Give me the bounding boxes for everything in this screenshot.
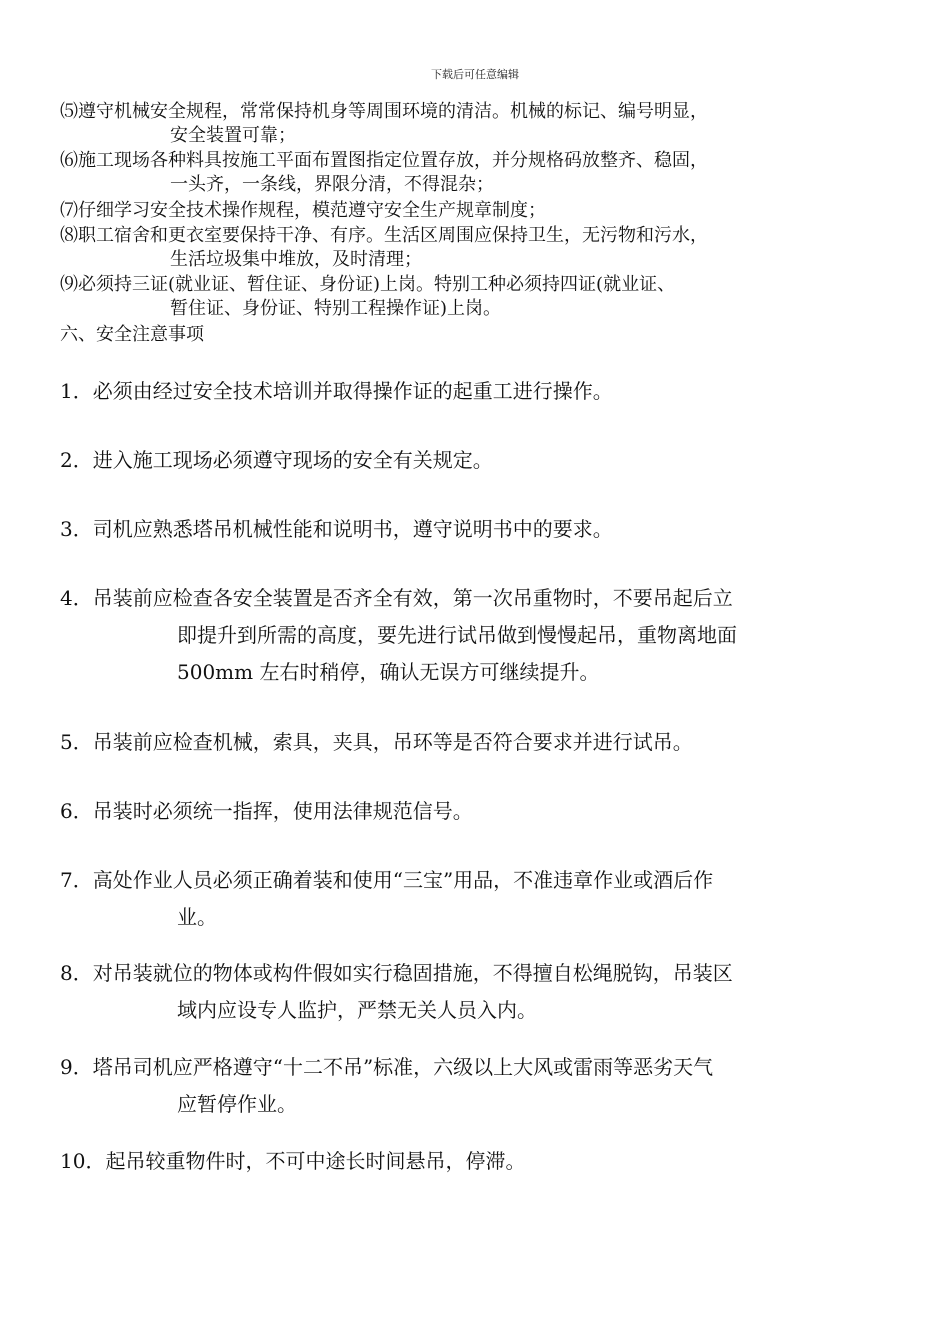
- list-item-line: ⑼必须持三证(就业证、暂住证、身份证)上岗。特别工种必须持四证(就业证、: [60, 274, 676, 295]
- list-item-line: 2．进入施工现场必须遵守现场的安全有关规定。: [60, 448, 493, 472]
- list-item-line: 即提升到所需的高度，要先进行试吊做到慢慢起吊，重物离地面: [177, 623, 737, 647]
- list-item: [60, 273, 880, 321]
- list-item: [60, 224, 880, 272]
- list-item: [60, 511, 880, 548]
- list-item-line: 10．起吊较重物件时，不可中途长时间悬吊，停滞。: [60, 1149, 526, 1173]
- list-item-line: 3．司机应熟悉塔吊机械性能和说明书，遵守说明书中的要求。: [60, 517, 613, 541]
- list-item: [60, 862, 880, 936]
- list-item-line: 安全装置可靠；: [170, 125, 296, 146]
- list-item-line: ⑻职工宿舍和更衣室要保持干净、有序。生活区周围应保持卫生，无污物和污水，: [60, 225, 708, 246]
- list-item-line: 应暂停作业。: [177, 1092, 297, 1116]
- list-item: [60, 373, 880, 410]
- list-item: [60, 442, 880, 479]
- list-item-line: 6．吊装时必须统一指挥，使用法律规范信号。: [60, 799, 473, 823]
- list-item: [60, 1049, 880, 1123]
- list-item: [60, 149, 880, 197]
- list-item: [60, 199, 880, 223]
- list-item-line: 4．吊装前应检查各安全装置是否齐全有效，第一次吊重物时，不要吊起后立: [60, 586, 733, 610]
- list-item-line: 7．高处作业人员必须正确着装和使用“三宝”用品，不准违章作业或酒后作: [60, 868, 714, 892]
- list-item: [60, 100, 880, 148]
- list-item-line: 8．对吊装就位的物体或构件假如实行稳固措施，不得擅自松绳脱钩，吊装区: [60, 961, 733, 985]
- list-item-line: 500mm 左右时稍停，确认无误方可继续提升。: [177, 660, 600, 684]
- list-item-line: ⑸遵守机械安全规程，常常保持机身等周围环境的清洁。机械的标记、编号明显，: [60, 101, 708, 122]
- list-item-line: 一头齐，一条线，界限分清，不得混杂；: [170, 174, 494, 195]
- list-item-line: 域内应设专人监护，严禁无关人员入内。: [177, 998, 537, 1022]
- list-item-line: 生活垃圾集中堆放，及时清理；: [170, 249, 422, 270]
- list-item-line: 业。: [177, 905, 217, 929]
- list-item: [60, 580, 880, 691]
- list-item: [60, 793, 880, 830]
- list-item-line: 5．吊装前应检查机械，索具，夹具，吊环等是否符合要求并进行试吊。: [60, 730, 693, 754]
- list-item-line: 暂住证、身份证、特别工程操作证)上岗。: [170, 298, 502, 319]
- list-item: [60, 955, 880, 1029]
- page-header: 下载后可任意编辑: [431, 68, 519, 81]
- section-title: 六、安全注意事项: [60, 324, 204, 345]
- list-item-line: ⑺仔细学习安全技术操作规程，模范遵守安全生产规章制度；: [60, 200, 546, 221]
- list-item: [60, 724, 880, 761]
- list-item-line: 9．塔吊司机应严格遵守“十二不吊”标准，六级以上大风或雷雨等恶劣天气: [60, 1055, 714, 1079]
- list-item-line: ⑹施工现场各种料具按施工平面布置图指定位置存放，并分规格码放整齐、稳固，: [60, 150, 708, 171]
- list-item: [60, 1143, 880, 1180]
- list-item-line: 1．必须由经过安全技术培训并取得操作证的起重工进行操作。: [60, 379, 613, 403]
